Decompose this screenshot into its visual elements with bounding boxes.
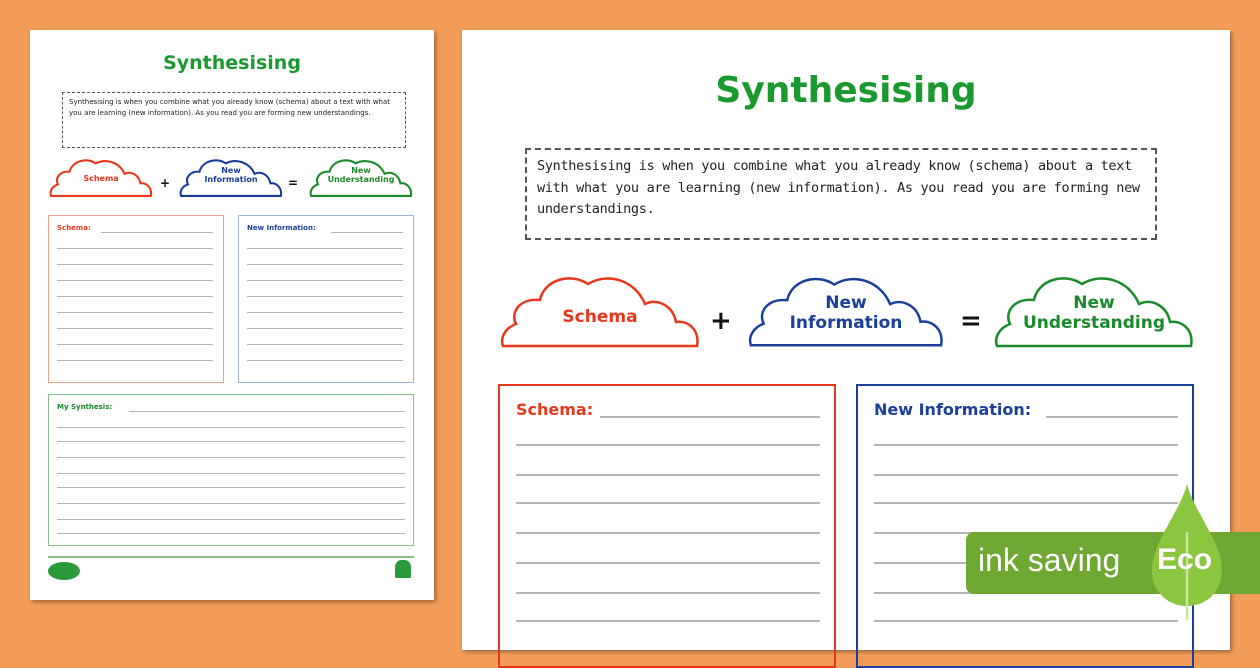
thumbnail-cloud-new-information: New Information: [178, 156, 284, 198]
eco-label: Eco: [1157, 543, 1213, 576]
thumbnail-cloud-new-understanding: New Understanding: [308, 156, 414, 198]
new-information-box: New Information:: [856, 384, 1194, 668]
thumbnail-synthesis-box: My Synthesis:: [48, 394, 414, 546]
thumbnail-definition: Synthesising is when you combine what you already know (schema) about a text with what you are learning (new information). As you read you are forming new understandings.: [62, 92, 406, 148]
cloud-new-understanding: New Understanding: [994, 270, 1194, 350]
cloud-new-information: New Information: [748, 270, 944, 350]
plus-sign: +: [710, 306, 732, 336]
thumbnail-footer-rule: [48, 556, 414, 558]
thumbnail-new-information-box: New Information:: [238, 215, 414, 383]
thumbnail-cloud-schema: Schema: [48, 156, 154, 198]
thumbnail-plus: +: [160, 176, 171, 190]
ink-saving-label: ink saving: [978, 542, 1121, 578]
definition-box: Synthesising is when you combine what you already know (schema) about a text with what you are learning (new information). As you read you are forming new understandings.: [525, 148, 1157, 240]
thumbnail-schema-box: Schema:: [48, 215, 224, 383]
cloud-schema: Schema: [500, 270, 700, 350]
eco-tree-icon: [395, 560, 411, 578]
thumbnail-equals: =: [288, 176, 299, 190]
thumbnail-title: Synthesising: [163, 52, 301, 74]
page-title: Synthesising: [715, 70, 977, 111]
equals-sign: =: [960, 306, 982, 336]
logo-icon: [48, 562, 80, 580]
schema-box: Schema:: [498, 384, 836, 668]
worksheet-thumbnail[interactable]: [30, 30, 434, 600]
